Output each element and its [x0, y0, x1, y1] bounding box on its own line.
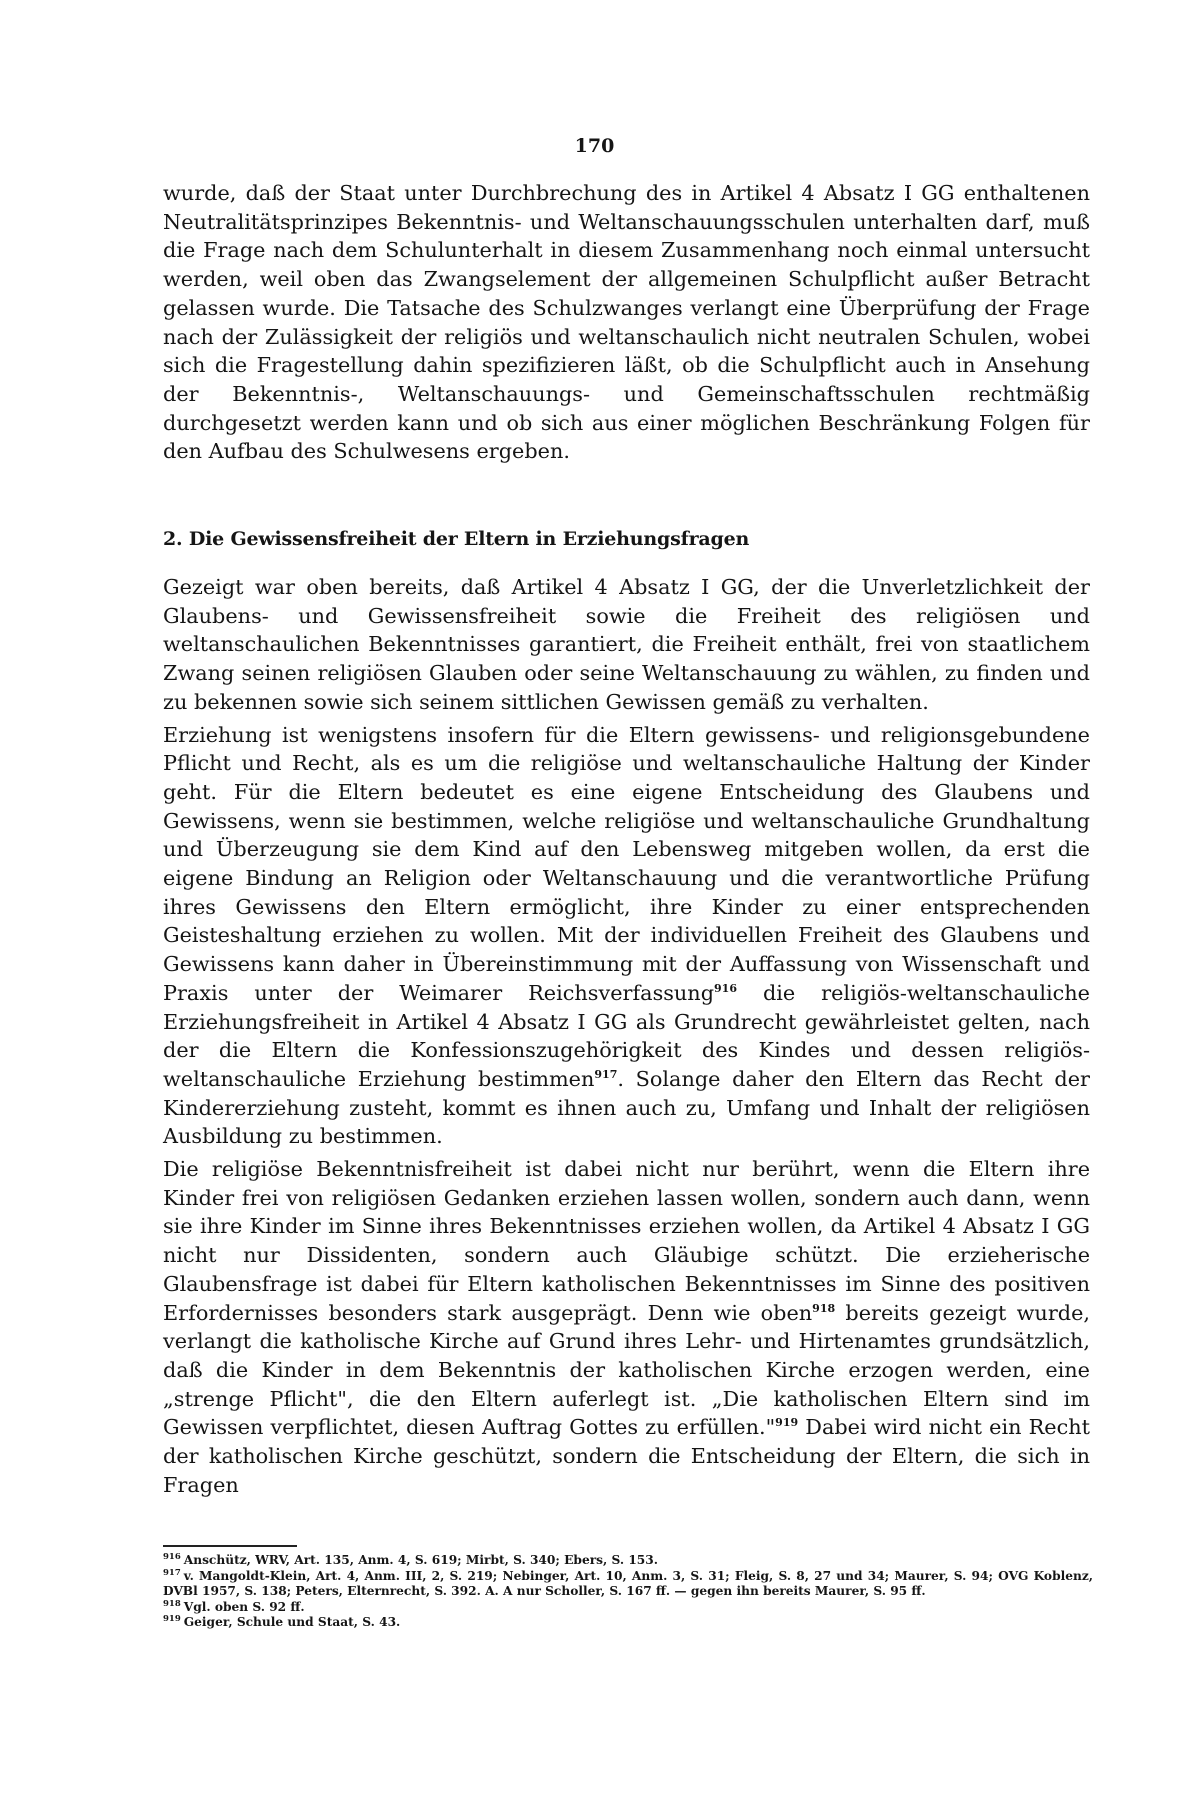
footnote-ref: 919: [775, 1416, 799, 1430]
page-number: 170: [574, 135, 615, 157]
paragraph: [163, 1155, 1090, 1499]
footnote: [163, 1600, 1093, 1616]
paragraph: wurde, daß der Staat unter Durchbrechung des in Artikel 4 Absatz I GG enthaltenen Neutralitätsprinzipes Bekenntnis- und Weltanschauungsschulen unterhalten darf, muß die Frage nach dem Schulunterhalt in diesem Zusammenhang noch einmal untersucht werden, weil oben das Zwangselement der allgemeinen Schulpflicht außer Betracht gelassen wurde. Die Tatsache des Schulzwanges verlangt eine Überprüfung der Frage nach der Zulässigkeit der religiös und weltanschaulich nicht neutralen Schulen, wobei sich die Fragestellung dahin spezifizieren läßt, ob die Schulpflicht auch in Ansehung der Bekenntnis-, Weltanschauungs- und Gemeinschaftsschulen rechtmäßig durchgesetzt werden kann und ob sich aus einer möglichen Beschränkung Folgen für den Aufbau des Schulwesens ergeben.: [163, 181, 1090, 464]
footnote: [163, 1553, 1093, 1569]
footnote-text: v. Mangoldt-Klein, Art. 4, Anm. III, 2, S. 219; Nebinger, Art. 10, Anm. 3, S. 31; Fleig, S. 8, 27 und 34; Maurer, S. 94; OVG Koblenz, DVBl 1957, S. 138; Peters, Elternrecht, S. 392. A. A nur Scholler, S. 167 ff. — gegen ihn bereits Maurer, S. 95 ff.: [163, 1568, 1093, 1599]
footnote-text: Anschütz, WRV, Art. 135, Anm. 4, S. 619; Mirbt, S. 340; Ebers, S. 153.: [183, 1553, 658, 1567]
footnote-number: 916: [163, 1551, 181, 1562]
section-body: [163, 573, 1090, 1504]
paragraph-text: Erziehung ist wenigstens insofern für die Eltern gewissens- und religionsgebundene Pflicht und Recht, als es um die religiöse und weltanschauliche Haltung der Kinder geht. Für die Eltern bedeutet es eine eigene Entscheidung des Glaubens und Gewissens, wenn sie bestimmen, welche religiöse und weltanschauliche Grundhaltung und Überzeugung sie dem Kind auf den Lebensweg mitgeben wollen, da erst die eigene Bindung an Religion oder Weltanschauung und die verantwortliche Prüfung ihres Gewissens den Eltern ermöglicht, ihre Kinder zu einer entsprechenden Geisteshaltung erziehen zu wollen. Mit der individuellen Freiheit des Glaubens und Gewissens kann daher in Übereinstimmung mit der Auffassung von Wissenschaft und Praxis unter der Weimarer Reichsverfassung: [163, 722, 1090, 1005]
paragraph-text: bereits gezeigt wurde, verlangt die katholische Kirche auf Grund ihres Lehr- und Hirtenamtes grundsätzlich, daß die Kinder in dem Bekenntnis der katholischen Kirche erzogen werden, eine „strenge Pflicht", die den Eltern auferlegt ist. „Die katholischen Eltern sind im Gewissen verpflichtet, diesen Auftrag Gottes zu erfüllen.": [163, 1300, 1090, 1440]
footnote-divider: [163, 1545, 297, 1547]
footnote-ref: 916: [714, 981, 737, 995]
footnotes: [163, 1553, 1093, 1631]
footnote-ref: 917: [594, 1068, 618, 1082]
paragraph-text: die religiös-weltanschauliche Erziehungsfreiheit in Artikel 4 Absatz I GG als Grundrecht gewährleistet gelten, nach der die Eltern die Konfessionszugehörigkeit des Kindes und dessen religiös-weltanschauliche Erziehung bestimmen: [163, 980, 1090, 1091]
section-heading: 2. Die Gewissensfreiheit der Eltern in Erziehungsfragen: [163, 528, 750, 550]
footnote-number: 917: [163, 1567, 181, 1578]
footnote-number: 918: [163, 1598, 181, 1609]
paragraph-text: . Solange daher den Eltern das Recht der Kindererziehung zusteht, kommt es ihnen auch zu, Umfang und Inhalt der religiösen Ausbildung zu bestimmen.: [163, 1066, 1090, 1149]
paragraph: Gezeigt war oben bereits, daß Artikel 4 Absatz I GG, der die Unverletzlichkeit der Glaubens- und Gewissensfreiheit sowie die Freiheit des religiösen und weltanschaulichen Bekenntnisses garantiert, die Freiheit enthält, frei von staatlichem Zwang seinen religiösen Glauben oder seine Weltanschauung zu wählen, zu finden und zu bekennen sowie sich seinem sittlichen Gewissen gemäß zu verhalten.: [163, 575, 1090, 714]
footnote-text: Geiger, Schule und Staat, S. 43.: [183, 1615, 401, 1630]
footnote: [163, 1569, 1093, 1600]
footnote-number: 919: [163, 1614, 181, 1625]
footnote-text: Vgl. oben S. 92 ff.: [183, 1599, 305, 1614]
intro-paragraph: [163, 179, 1090, 470]
footnote: [163, 1615, 1093, 1631]
paragraph-text: Die religiöse Bekenntnisfreiheit ist dabei nicht nur berührt, wenn die Eltern ihre Kinder frei von religiösen Gedanken erziehen lassen wollen, sondern auch dann, wenn sie ihre Kinder im Sinne ihres Bekenntnisses erziehen wollen, da Artikel 4 Absatz I GG nicht nur Dissidenten, sondern auch Gläubige schützt. Die erzieherische Glaubensfrage ist dabei für Eltern katholischen Bekenntnisses im Sinne des positiven Erfordernisses besonders stark ausgeprägt. Denn wie oben: [163, 1157, 1090, 1325]
paragraph-text: Dabei wird nicht ein Recht der katholischen Kirche geschützt, sondern die Entscheidung der Eltern, die sich in Fragen: [163, 1415, 1090, 1497]
paragraph: [163, 721, 1090, 1152]
footnote-ref: 918: [812, 1301, 836, 1315]
